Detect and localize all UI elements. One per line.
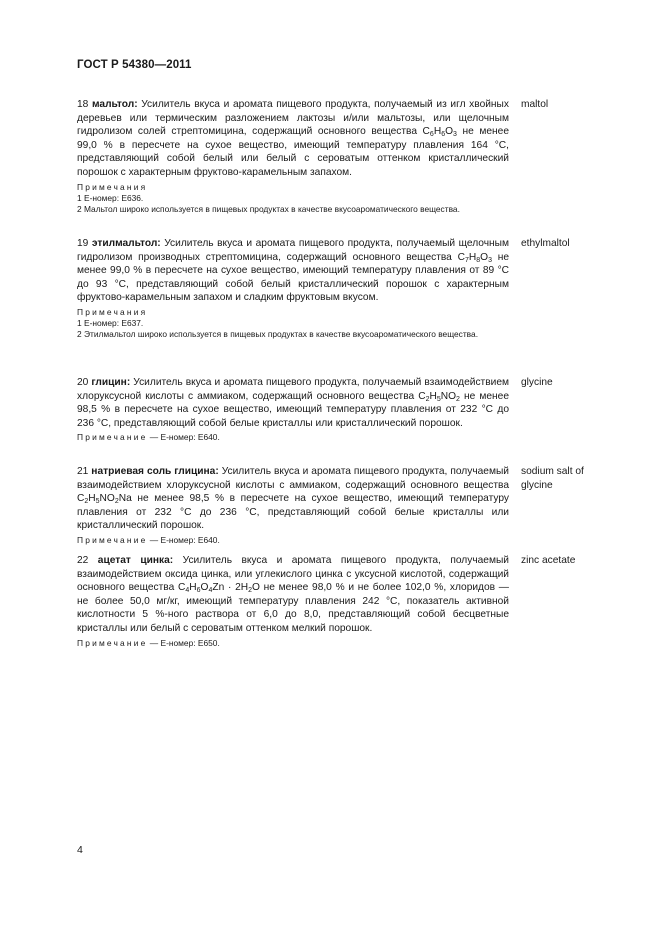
def-sub: 2 <box>84 498 89 506</box>
term-entry-19 <box>77 237 587 340</box>
term-name: глицин: <box>91 377 131 388</box>
term-entry-20 <box>77 376 587 443</box>
def-text: Усилитель вкуса и аромата пищевого продукта, получаемый взаимодействием оксида цинка, или углекислого цинка с уксусной кислотой, содержащий основного вещества C <box>77 555 509 594</box>
def-sub: 7 <box>464 256 469 264</box>
def-text: Zn · 2H <box>212 582 249 594</box>
term-name: натриевая соль глицина: <box>91 466 219 477</box>
term-number: 18 <box>77 99 89 110</box>
term-name: ацетат цинка: <box>97 555 174 566</box>
note-label: Примечание <box>77 637 148 648</box>
term-english-20: glycine <box>521 377 553 388</box>
note-text: — Е-номер: Е640. <box>147 534 220 545</box>
note-item: 2 Мальтол широко используется в пищевых продуктах в качестве вкусоароматического вещества. <box>77 203 460 214</box>
term-number: 22 <box>77 555 89 566</box>
page-number: 4 <box>77 844 83 856</box>
term-definition-20 <box>77 376 509 430</box>
notes-title: Примечания <box>77 181 148 192</box>
def-text: O не менее 98,0 % и не более 102,0 %, хлоридов — не более 50,0 мг/кг, имеющий температуру плавления 242 °С, показатель активной кислотности 5 %-ного раствора от 6,0 до 8,0, представляющий собой бесцветные кристаллы или белый с сероватым оттенком мелкий порошок. <box>77 582 509 634</box>
term-entry-18 <box>77 98 587 215</box>
def-text: не менее 99,0 % в пересчете на сухое вещество, имеющий температуру плавления от 89 °С до 93 °С, представляющий собой белый кристаллический порошок с характерным фруктово-карамельным запахом и сладким фруктовым вкусом. <box>77 251 510 304</box>
term-entry-22 <box>77 554 587 649</box>
def-text: O <box>480 251 489 263</box>
def-text: H <box>468 251 477 263</box>
def-text: Na не менее 98,5 % в пересчете на сухое вещество, имеющий температуру плавления от 232 °С до 236 °С, представляющий собой белые кристаллы или кристаллический порошок. <box>77 493 509 532</box>
def-text: O <box>445 126 454 138</box>
term-english-19: ethylmaltol <box>521 238 570 249</box>
term-name: мальтол: <box>92 99 138 110</box>
def-text: Усилитель вкуса и аромата пищевого продукта, получаемый взаимодействием хлоруксусной кислоты с аммиаком, содержащий основного вещества C <box>77 466 509 505</box>
def-text: не менее 98,5 % в пересчете на сухое вещество, имеющий температуру плавления от 232 °С до 236 °С, представляющий собой белые кристаллы или кристаллический порошок. <box>77 390 509 429</box>
note-text: — Е-номер: Е650. <box>147 637 220 648</box>
term-number: 21 <box>77 466 89 477</box>
note-item: 1 Е-номер: Е636. <box>77 192 144 203</box>
note-item <box>77 432 587 443</box>
def-sub: 6 <box>429 131 434 139</box>
term-number: 19 <box>77 238 89 249</box>
def-sub: 6 <box>196 587 201 595</box>
note-item <box>77 535 587 546</box>
term-definition-19 <box>77 237 509 305</box>
def-sub: 4 <box>185 587 190 595</box>
def-sub: 3 <box>453 131 457 139</box>
note-text: — Е-номер: Е640. <box>147 432 220 443</box>
def-text: H <box>189 582 197 594</box>
note-label: Примечание <box>77 534 148 545</box>
note-item: 2 Этилмальтол широко используется в пищевых продуктах в качестве вкусоароматического вещества. <box>77 328 479 339</box>
def-text: не менее 99,0 % в пересчете на сухое вещество, имеющий температуру плавления 164 °С, представляющий собой белый или белый с сероватым оттенком кристаллический порошок с характерным фруктово-карамельным запахом. <box>77 126 509 178</box>
document-header: ГОСТ Р 54380—2011 <box>77 59 192 71</box>
def-text: H <box>88 493 96 505</box>
term-english-21: sodium salt of glycine <box>521 466 584 491</box>
def-sub: 2 <box>425 395 430 403</box>
def-text: Усилитель вкуса и аромата пищевого продукта, получаемый щелочным гидролизом производных стрептомицина, содержащий основного вещества C <box>77 238 509 263</box>
term-english-22: zinc acetate <box>521 555 576 566</box>
note-item: 1 Е-номер: Е637. <box>77 317 144 328</box>
term-english-18: maltol <box>521 99 549 110</box>
term-definition-18 <box>77 98 509 180</box>
def-text: Усилитель вкуса и аромата пищевого продукта, получаемый взаимодействием хлоруксусной кислоты с аммиаком, содержащий основного вещества C <box>77 377 509 402</box>
note-item <box>77 638 587 649</box>
def-sub: 8 <box>476 256 481 264</box>
def-sub: 4 <box>208 587 213 595</box>
def-text: NO <box>99 493 115 505</box>
def-text: NO <box>440 390 457 402</box>
def-text: H <box>433 126 442 138</box>
def-text: O <box>200 582 209 594</box>
def-text: H <box>429 390 437 402</box>
def-sub: 3 <box>488 256 492 264</box>
def-sub: 5 <box>95 498 100 506</box>
def-sub: 6 <box>441 131 446 139</box>
def-sub: 2 <box>248 587 253 595</box>
term-entry-21 <box>77 465 587 546</box>
def-sub: 5 <box>436 395 441 403</box>
def-sub: 2 <box>114 498 119 506</box>
term-name: этилмальтол: <box>91 238 161 249</box>
notes-title: Примечания <box>77 306 148 317</box>
def-text: Усилитель вкуса и аромата пищевого продукта, получаемый из игл хвойных деревьев или термическим разложением лактозы и/или мальтозы, или щелочным гидролизом солей стрептомицина, содержащий основного вещества C <box>77 99 509 138</box>
term-definition-22 <box>77 554 509 636</box>
term-definition-21 <box>77 465 509 533</box>
term-number: 20 <box>77 377 89 388</box>
def-sub: 2 <box>456 395 460 403</box>
note-label: Примечание <box>77 432 148 443</box>
